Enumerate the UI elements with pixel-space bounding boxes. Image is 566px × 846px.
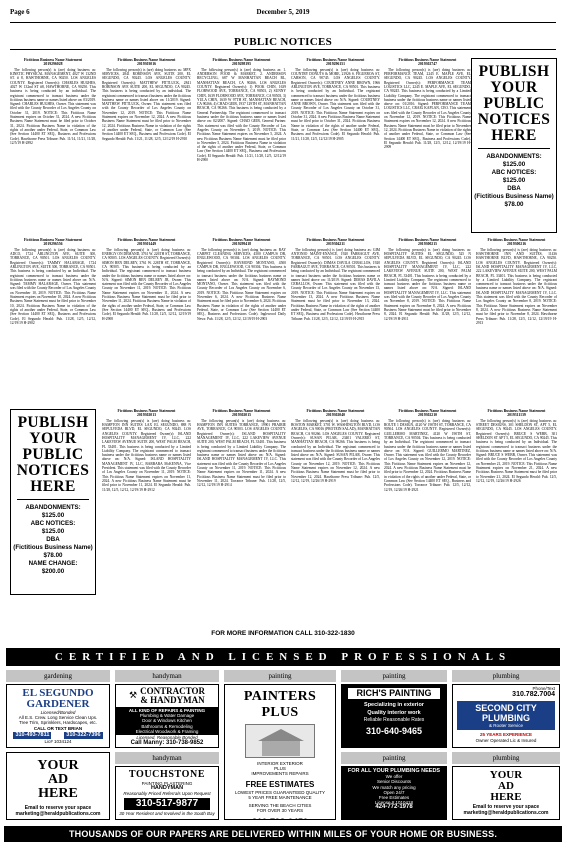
notice-body: The following person(s) is (are) doing business as: ENERGY ON DEMAND, 3761 W. 226TH ST, TORRANCE, CA 90505. LOS ANGELES COUNTY. Registered Owner(s): SIMON BEN DELREY, 3761 W. 226TH ST, TORRANCE, CA 90505. This business is being conducted by an Individual. The registrant commenced to transact business under the fictitious business name or names listed above on: N/A. Signed: SIMON BEN DELREY JR, Owner. This statement was filed with the County Recorder of Los Angeles County on November 11, 2019. NOTICE: This Fictitious Name Statement expires on November 11, 2024. A new Fictitious Business Name Statement must be filed prior to November 11, 2024. Fictitious Business Name in violation of the rights of another under Federal, State, or Common Law (See Section 14400 ET SEQ., Business and Professions Code). El Segundo Herald: Pub. 11/28, 12/5, 12/12, 12/19/19 H-2908: [102, 247, 191, 321]
notice-number: 2019302040: [326, 413, 345, 418]
ad-text: Quality interior work: [367, 710, 421, 716]
notice-number: 2019296028: [43, 62, 63, 67]
notice-number: 2019299418: [232, 242, 251, 247]
notice-heading: Fictitious Business Name Statement: [24, 58, 82, 62]
ad-name: & HANDYMAN: [140, 695, 205, 705]
public-notice: [384, 238, 471, 408]
notice-body: The following person(s) is (are) doing business as: KINETIC PHYSICAL MANAGEMENT, 4027 W 132ND ST. # 8, HAWTHORNE, CA 90250. LOS ANGELES COUNTY. Registered Owner(s): CHARLES HUGHES, 4027 W 132nd ST #8, HAWTHORNE, CA 90250. This business is being conducted by an individual. The registrant commenced to transact business under the fictitious business name or names listed above on: 03/2019. Signed: CHARLES HUGHES, Owner. This statement was filed with the County Recorder of Los Angeles County on October 31, 2019. NOTICE: This Fictitious Name Statement expires on October 31, 2024. A new Fictitious Business Name Statement must be filed prior to October 31, 2024. Fictitious Business Name in violation of the rights of another under Federal, State, or Common Law (See Section 14400 ET SEQ., Business and Professions Code). Hawthorne Press Tribune: Pub. 11/14, 11/21, 11/28, 12/5/19 H-2892: [10, 67, 96, 145]
publish-headline: [472, 59, 556, 144]
ad-text: Licensed, Reasonable Bonded: [136, 735, 198, 741]
page-header: [10, 8, 556, 20]
notice-body: The following person(s) is (are) doing business as: GIM ANTONIO MAINT-ENANCE, 1920 FARRAGUT AVE, TORRANCE, CA 90501. LOS ANGELES COUNTY. Registered Owner(s): DIMAS DAVILA CEBALLOS, 1920 FARRAGUT AVE, TORRANCE, CA 90501. This business is being conducted by an Individual. The registrant commenced to transact business under the fictitious business name or names listed above on: 11/2019. Signed: DIMAS DAVILA CEBALLOS, Owner. This statement was filed with the County Recorder of Los Angeles County on November 13, 2019. NOTICE: This Fictitious Name Statement expires on November 13, 2024. A new Fictitious Business Name Statement must be filed prior to November 13, 2024. Fictitious Business Name in violation of the rights of another under Federal, State, or Common Law (See Section 14400 ET SEQ., Business and Professions Code). Hawthorne Press Tribune: Pub. 11/28, 12/5, 12/12, 12/19/19 H-2915: [291, 247, 380, 321]
public-notice: [197, 238, 286, 403]
price-line: $78.00: [504, 201, 524, 208]
notice-body: The following person(s) is (are) doing business as: PERFORMANCE TEAM, 2245 E. MAPLE AVE, EL SEGUNDO, CA 90245. LOS ANGELES COUNTY. Registered Owner(s): PERFORMANCE TEAM LOGISTICS LLC, 2245 E. MAPLE AVE, EL SEGUNDO, CA 90245. This business is being conducted by a Limited Liability Company. The registrant commenced to transact business under the fictitious business name or names listed above on: 01/2016. Signed: PERFORMANCE TEAM LOGISTICS LLC, CRAIG KAPLAN, CEO. This statement was filed with the County Recorder of Los Angeles County on November 12, 2019. NOTICE: This Fictitious Name Statement expires on November 12, 2024. A new Fictitious Business Name Statement must be filed prior to November 12, 2024. Fictitious Business Name in violation of the rights of another under Federal, State, or Common Law (See Section 14400 ET SEQ., Business and Professions Code). El Segundo Herald: Pub. 11/28, 12/5, 12/12, 12/19/19 H-2909: [384, 67, 471, 150]
notice-heading: Fictitious Business Name Statement: [117, 238, 176, 242]
phone-number[interactable]: [225, 817, 335, 820]
category-label: painting: [341, 752, 447, 764]
email-link[interactable]: marketing@heraldpublications.com: [463, 810, 549, 816]
notice-heading: Fictitious Business Name Statement: [306, 409, 365, 413]
ad-text: FOR OVER 30 YEARS: [256, 808, 304, 814]
ad-text: Plumbing & Water Damage: [139, 713, 195, 719]
ad-text: Phone/Text: [532, 686, 555, 691]
ad-text: Bathrooms & Remodeling: [141, 723, 193, 729]
notice-body: The following person(s) is (are) doing business as: ROUTE 1 DESIGN, 4120 W 190TH ST, TORRANCE, CA 90504. LOS ANGELES COUNTY. Registered Owner(s): GUILLERMO MARTINEZ, 4120 W 190TH ST, TORRANCE, CA 90504. This business is being conducted by an Individual. The registrant commenced to transact business under the fictitious business name or names listed above on: N/A. Signed: GUILLERMO MARTINEZ, Owner. This statement was filed with the County Recorder of Los Angeles County on November 12, 2019. NOTICE: This Fictitious Name Statement expires on November 12, 2024. A new Fictitious Business Name Statement must be filed prior to November 12, 2024. Fictitious Business Name in violation of the rights of another under Federal, State, or Common Law (See Section 14400 ET SEQ., Business and Professions Code). Torrance Tribune: Pub. 12/5, 12/12, 12/19, 12/26/19 H-2921: [384, 418, 471, 492]
price-line: NAME CHANGE:: [28, 560, 78, 567]
headline-line: PUBLISH: [17, 414, 89, 431]
contractor-handyman-ad: [115, 684, 219, 748]
ad-text: PLUS: [274, 766, 286, 772]
plumbing-needs-ad: [341, 766, 447, 820]
headline-line: YOUR: [490, 79, 538, 96]
ad-text: CALL OR TEXT BRIAN: [33, 725, 83, 731]
notice-number: 2019303016: [137, 62, 156, 67]
ad-name: GARDENER: [26, 698, 90, 710]
richs-painting-ad: [341, 684, 447, 748]
ad-text: Tree Trim, Sprinklers, Hardscapes, etc.: [19, 720, 97, 726]
ad-text: SERVING THE BEACH CITIES: [248, 803, 312, 809]
notice-heading: Fictitious Business Name Statement: [487, 238, 546, 242]
price-line: $200.00: [41, 568, 65, 575]
footer-banner: THOUSANDS OF OUR PAPERS ARE DELIVERED WITHIN MILES OF YOUR HOME OR BUSINESS.: [4, 826, 562, 842]
notice-body: The following person(s) is (are) doing business as: HAMPTON INN SUITES TORRANCE, 19901 PRAIRIE AVE, TORRANCE, CA 90503. LOS ANGELES COUNTY. Registered Owner(s): ISLAND HOSPITALITY MANAGEMENT IV, LLC, 222 LAKEVIEW AVENUE SUITE 200, WEST PALM BEACH, FL 33401. This business is being conducted by a Limited Liability Company. The registrant commenced to transact business under the fictitious business name or names listed above on: N/A. Signed: ISLAND HOSPITALITY MANAGEMENT IV, LLC. This statement was filed with the County Recorder of Los Angeles County on November 11, 2019. NOTICE: This Fictitious Name Statement expires on November 11, 2024. A new Fictitious Business Name Statement must be filed prior to November 11, 2024. Torrance Tribune: Pub. 11/28, 12/5, 12/12, 12/19/19 H-2914: [197, 418, 286, 488]
notice-number: 2019296151: [326, 62, 345, 67]
price-line: (Fictitious Business Name): [474, 193, 554, 200]
ad-text: We offer: [385, 774, 403, 780]
headline-line: HERE: [490, 791, 522, 803]
public-notice: [291, 238, 380, 403]
ad-text: Open 24/7: [383, 789, 405, 795]
price-line: DBA: [507, 185, 521, 192]
headline-line: PUBLISH: [478, 63, 550, 80]
notice-heading: Fictitious Business Name Statement: [212, 238, 271, 242]
divider: [17, 499, 89, 500]
ad-name: RICH'S PAINTING: [348, 688, 440, 699]
notice-body: The following person(s) is (are) doing business as: BOSTON MARKET, 3701 W. WASHINGTON BLVD, LOS ANGELES, CA 90016 (PROTEIN SALAD), MANHATTAN BEACH, CA 90266. LOS ANGELES COUNTY. Registered Owner(s): SUSAN PILAR, 23401 VALERIO ST, MANHATTAN BEACH, CA 90266. This business is being conducted by an Individual. The registrant commenced to transact business under the fictitious business name or names listed above on: N/A. Signed: SUSAN PILAR, Owner. This statement was filed with the County Recorder of Los Angeles County on November 12, 2019. NOTICE: This Fictitious Name Statement expires on November 12, 2024. A new Fictitious Business Name Statement must be filed prior to November 12, 2024. Hawthorne Press Tribune: Pub. 12/5, 12/12, 12/19, 12/26/19 H-2919: [291, 418, 380, 483]
public-notice: [384, 58, 471, 230]
notice-body: The following person(s) is (are) doing business as: MPX SERVICES, 2841 ROBINSON AVE, SUITE 200, EL SEGUNDO, CA 90245. LOS ANGELES COUNTY. Registered Owner(s): MATTHEW PITTLUCK, 2841 ROBINSON AVE SUITE 200, EL SEGUNDO, CA 90245. This business is being conducted by an individual. The registrant commenced to transact business under the fictitious business name or names listed above on: 11/2019. Signed: MATTHEW PITTLUCK, Owner. This statement was filed with the County Recorder of Los Angeles County on November 12, 2019. NOTICE: This Fictitious Name Statement expires on November 12, 2024. A new Fictitious Business Name Statement must be filed prior to November 12, 2024. Fictitious Business Name in violation of the rights of another under Federal, State, or Common Law (See Section 14400 ET SEQ., Business and Professions Code). El Segundo Herald: Pub. 11/21, 11/28, 12/5, 12/12/19 H-2910: [102, 67, 191, 141]
headline-line: NOTICES: [16, 462, 90, 479]
phone-number[interactable]: 310-640-9465: [365, 726, 423, 736]
ad-text: Owner Operated Lic & Insured: [475, 737, 537, 743]
headline-line: YOUR: [489, 769, 523, 781]
price-line: $78.00: [43, 552, 63, 559]
notice-body: The following person(s) is (are) doing business as: HAWTHORNE INN AND SUITES, 11436 HAWTHORNE BLVD, HAWTHORNE, CA 90250. LOS ANGELES COUNTY. Registered Owner(s): ISLAND HOSPITALITY MANAGEMENT IV, LLC, 222 LAKEVIEW AVENUE SUITE 200, WEST PALM BEACH, FL 33401. This business is being conducted by a Limited Liability Company. The registrant commenced to transact business under the fictitious business name or names listed above on: N/A. Signed: ISLAND HOSPITALITY MANAGEMENT IV, LLC. This statement was filed with the County Recorder of Los Angeles County on November 8, 2019. NOTICE: This Fictitious Name Statement expires on November 8, 2024. A new Fictitious Business Name Statement must be filed prior to November 8, 2024. Hawthorne Press Tribune: Pub. 11/28, 12/5, 12/12, 12/19/19 H-2913: [476, 247, 557, 325]
reserve-text: Email to reserve your space: [472, 804, 540, 810]
notice-number: 2019302747: [418, 62, 437, 67]
phone-number[interactable]: 424-772-1978: [375, 804, 413, 811]
notice-number: 2019300215: [418, 242, 437, 247]
publish-notice-box-2: [10, 409, 96, 595]
ad-headline: FREE ESTIMATES: [245, 779, 315, 789]
ad-text: HANDYMAN: [150, 785, 184, 792]
house-icon: [245, 724, 315, 758]
more-info-line: FOR MORE INFORMATION CALL 310-322-1830: [211, 630, 355, 637]
public-notice: [10, 58, 96, 230]
notice-number: 2019302210: [418, 413, 437, 418]
price-line: $125.00: [41, 528, 65, 535]
publish-notice-box: [471, 58, 557, 233]
price-line: ABANDONMENTS:: [486, 153, 542, 160]
touchstone-ad: [115, 766, 219, 820]
notice-body: The following person(s) is (are) doing business as: HOSPITALITY SUITES EL SEGUNDO, 525 N SEPULVEDA BLVD, EL SEGUNDO, CA 90245. LOS ANGELES COUNTY. Registered Owner(s): ISLAND HOSPITALITY MANAGEMENT IV, LLC, 222 LAKEVIEW AVENUE SUITE 200, WEST PALM BEACH, FL 33401. This business is being conducted by a Limited Liability Company. The registrant commenced to transact business under the fictitious business name or names listed above on: N/A. Signed: ISLAND HOSPITALITY MANAGEMENT IV, LLC. This statement was filed with the County Recorder of Los Angeles County on November 8, 2019. NOTICE: This Fictitious Name Statement expires on November 8, 2024. A new Fictitious Business Name Statement must be filed prior to November 8, 2024. El Segundo Herald: Pub. 11/28, 12/5, 12/12, 12/19/19 H-2911: [384, 247, 471, 321]
ad-text: We match any pricing: [372, 784, 416, 790]
ad-text: Free Estimates: [378, 795, 410, 801]
ad-text: Licensed/Bonded: [40, 710, 76, 715]
ad-text: INTERIOR EXTERIOR: [257, 761, 303, 766]
license-number: Lic# 1034124: [44, 739, 72, 745]
license-number: License # 1010418: [374, 800, 414, 806]
your-ad-headline: [7, 753, 109, 801]
ad-name: TOUCHSTONE: [128, 769, 206, 780]
certified-banner: CERTIFIED AND LICENSED PROFESSIONALS: [6, 648, 560, 666]
phone-number[interactable]: Call Manny: 310-738-9852: [130, 740, 204, 747]
ad-name: SECOND CITY: [475, 703, 537, 714]
notice-number: 2019300216: [507, 242, 526, 247]
page-number: Page 6: [10, 8, 30, 16]
second-city-plumbing-ad: [452, 684, 560, 748]
notice-heading: Fictitious Business Name Statement: [306, 58, 365, 62]
headline-line: PUBLIC: [22, 446, 84, 463]
notice-heading: Fictitious Business Name Statement: [398, 409, 457, 413]
price-line: $125.00: [502, 177, 526, 184]
notice-heading: Fictitious Business Name Statement: [212, 58, 271, 62]
notice-heading: Fictitious Business Name Statement: [398, 238, 457, 242]
price-line: $125.00: [41, 512, 65, 519]
public-notice: [102, 238, 191, 403]
notice-number: 2019304211: [326, 242, 345, 247]
public-notice: [476, 238, 557, 408]
notice-number: 2019302013: [137, 413, 156, 418]
public-notice: [102, 58, 191, 230]
ad-text: 25 YEARS EXPERIENCE: [480, 732, 532, 738]
ad-text: & Rooter Service: [488, 723, 523, 729]
notice-heading: Fictitious Business Name Statement: [306, 238, 365, 242]
reserve-text: Email to reserve your space: [24, 805, 92, 811]
ad-text: 5 YEAR FREE MAINTENANCE: [248, 794, 312, 800]
notice-heading: Fictitious Business Name Statement: [398, 58, 457, 62]
headline-line: YOUR: [37, 758, 79, 773]
notice-heading: Fictitious Business Name Statement: [212, 409, 271, 413]
el-segundo-gardener-ad: [6, 684, 110, 748]
section-title: PUBLIC NOTICES: [233, 36, 333, 48]
price-line: $125.00: [502, 161, 526, 168]
phone-number[interactable]: 310-517-9877: [124, 798, 210, 810]
category-label: handyman: [115, 752, 219, 764]
notice-heading: Fictitious Business Name Statement: [24, 238, 82, 242]
painters-plus-ad: [224, 684, 336, 820]
public-notice: [102, 409, 191, 624]
price-line: ABANDONMENTS:: [25, 504, 81, 511]
headline-line: PUBLIC: [483, 95, 545, 112]
public-notice: [291, 409, 380, 624]
ad-text: All E.S. Crew. Long Service Clean Ups.: [18, 715, 98, 721]
notice-heading: Fictitious Business Name Statement: [487, 409, 546, 413]
ad-name: CONTRACTOR: [140, 686, 205, 696]
category-label: handyman: [115, 670, 219, 682]
notice-number: 2019311139: [507, 413, 526, 418]
ad-text: Reasonably Priced Referrals Upon Request: [123, 791, 211, 797]
title-rule: [10, 49, 556, 50]
issue-date: December 5, 2019: [256, 8, 310, 16]
your-ad-headline: [453, 767, 559, 803]
public-notice: [384, 409, 471, 624]
price-line: ABC NOTICES:: [30, 520, 76, 527]
price-line: DBA: [46, 536, 60, 543]
ad-text: PAINTING PLASTERING: [141, 781, 193, 786]
headline-line: NOTICES: [477, 111, 551, 128]
notice-body: The following person(s) is (are) doing business as: 1. ANDERSON FOOD & MARKET, 2. ANDERSON RECYCLING, 687 W MANHATTAN BEACH BL, MANHATTAN BEACH, CA 90266, LOS ANGELES COUNTY. Registered Owner(s): 1) POOK CHIN, 1639 FLORWOOD AVE, TORRANCE, CA 90503, 2) SUNNY CHIN, 1639 FLORWOOD AVE, TORRANCE, CA 90503, 3) YULA CHIN, 1639 W 97TH ST, MANHATTAN BEACH, CA 90266, 4) CHAD GEIB, 1937 129TH ST, MANHATTAN BEACH, CA 90266. This business is being conducted by a General Partnership. The registrant commenced to transact business under the fictitious business name or names listed above on: 02/2007. Signed: CHAD GEIB, General Partner. This statement was filed with the County Recorder of Los Angeles County on November 5, 2019. NOTICE: This Fictitious Name Statement expires on November 5, 2024. A new Fictitious Business Name Statement must be filed prior to November 5, 2024. Fictitious Business Name in violation of the rights of another under Federal, State, or Common Law (See Section 14400 ET SEQ., Business and Professions Code). El Segundo Herald: Pub. 11/21, 11/28, 12/5, 12/12/19 H-2900: [197, 67, 286, 163]
phone-number[interactable]: 310-322-7396: [66, 731, 101, 738]
category-label: plumbing: [452, 752, 560, 764]
headline-line: HERE: [491, 127, 537, 144]
headline-line: YOUR: [29, 430, 77, 447]
ad-text: Door & Windows Kitchen: [142, 718, 192, 724]
public-notice: [197, 58, 286, 230]
ad-text: IMPROVEMENTS REPAIRS: [251, 771, 309, 777]
ad-name: EL SEGUNDO: [22, 687, 94, 699]
public-notice: [10, 238, 96, 403]
your-ad-here-box-2[interactable]: [452, 766, 560, 820]
phone-number[interactable]: 310-493-7811: [15, 731, 50, 738]
category-label: gardening: [6, 670, 110, 682]
public-notice: [197, 409, 286, 624]
notice-heading: Fictitious Business Name Statement: [117, 58, 176, 62]
notice-number: 2019296556: [43, 242, 63, 247]
notice-number: 2019298195: [232, 62, 251, 67]
ad-headline: FOR ALL YOUR PLUMBING NEEDS: [347, 768, 441, 774]
your-ad-here-box[interactable]: [6, 752, 110, 820]
notice-body: The following person(s) is (are) doing business as: ADCO, 1724 ARLINGTON AVE, SUITE 300, TORRANCE, CA 90501. LOS ANGELES COUNTY. Registered Owner(s): TAMMY HALABAGE, 1724 ARLINGTON AVE, SUITE 300, TORRANCE, CA 90501. This business is being conducted by an Individual. The registrant commenced to transact business under the fictitious business name or names listed above on: N/A. Signed: TAMMY HALABAGE, Owner. This statement was filed with the County Recorder of Los Angeles County on November 10, 2019. NOTICE: This Fictitious Name Statement expires on November 10, 2024. A new Fictitious Business Name Statement must be filed prior to November 10, 2024. Fictitious Business Name in violation of the rights of another under Federal, State, or Common Law (See Section 14400 ET SEQ., Business and Professions Code). El Segundo Herald: Pub. 11/28, 12/5, 12/12, 12/19/19 H-2902: [10, 247, 96, 325]
ad-text: Specializing in exterior: [364, 702, 424, 708]
phone-number[interactable]: 310.782.7004: [512, 691, 555, 699]
ad-text: Reliable Reasonable Rates: [363, 717, 425, 723]
ad-text: LOWEST PRICES GUARANTEED QUALITY: [235, 789, 325, 795]
divider: [478, 148, 550, 149]
notice-number: 2019302015: [232, 413, 251, 418]
category-label: plumbing: [452, 670, 560, 682]
notice-heading: Fictitious Business Name Statement: [117, 409, 176, 413]
notice-number: 2019301449: [137, 242, 156, 247]
ad-name: PAINTERS PLUS: [243, 689, 317, 720]
publish-headline: [11, 410, 95, 495]
price-line: ABC NOTICES:: [491, 169, 537, 176]
ad-name: PLUMBING: [482, 713, 530, 724]
headline-line: HERE: [30, 478, 76, 495]
header-rule: [10, 22, 556, 23]
ad-text: 30 Year Resident and Involved in the South Bay: [119, 810, 215, 816]
notice-body: The following person(s) is (are) doing business as: HAMPTON INN SUITES LAX EL SEGUNDO, 888 N SEPULVEDA BLVD, EL SEGUNDO, CA 90245. LOS ANGELES COUNTY. Registered Owner(s): ISLAND HOSPITALITY MANAGEMENT IV, LLC, 222 LAKEVIEW AVENUE SUITE 200, WEST PALM BEACH, FL 33401. This business is being conducted by a Limited Liability Company. The registrant commenced to transact business under the fictitious business name or names listed above on: N/A. Signed: ISLAND HOSPITALITY MANAGEMENT IV, LLC, BARBARA McKENNA, Vice President. This statement was filed with the County Recorder of Los Angeles County on November 11, 2019. NOTICE: This Fictitious Name Statement expires on November 11, 2024. A new Fictitious Business Name Statement must be filed prior to November 11, 2024. El Segundo Herald: Pub. 11/28, 12/5, 12/12, 12/19/19 H-2912: [102, 418, 191, 492]
notice-body: The following person(s) is (are) doing business as: RAY CARPET CLEANING SERVICES, 4500 CAMPUS DR, ENGLEWOOD, CA 90304. LOS ANGELES COUNTY. Registered Owner(s): RAYMOND MONTANO, 4500 CAMPUS DR, ENGLEWOOD, CA 90304. This business is being conducted by an Individual. The registrant commenced to transact business under the fictitious business name or names listed above on: N/A. Signed: RAYMOND MONTANO, Owner. This statement was filed with the County Recorder of Los Angeles County on November 6, 2019. NOTICE: This Fictitious Name Statement expires on November 6, 2024. A new Fictitious Business Name Statement must be filed prior to November 6, 2024. Fictitious Business Name in violation of the rights of another under Federal, State, or Common Law (See Section 14400 ET SEQ., Business and Professions Code). Inglewood Daily News: Pub. 11/28, 12/5, 12/12, 12/19/19 H-2903: [197, 247, 286, 321]
price-line: (Fictitious Business Name): [13, 544, 93, 551]
hammer-icon: ⚒: [129, 690, 138, 701]
category-label: painting: [224, 670, 336, 682]
email-link[interactable]: marketing@heraldpublications.com: [15, 811, 101, 817]
public-notice: [476, 409, 557, 624]
ad-text: Electrical Woodwork & Framing: [135, 728, 199, 734]
public-notice: [291, 58, 380, 230]
notice-body: The following person(s) is (are) doing business as: COUNTRY DONUTS & MORE, 21926 S. FIGUEROA ST, CARSON, CA 90745. LOS ANGELES COUNTY. Registered Owner(s): COURTNEY ANNE BROWN, 1966 ARLINGTON AVE, TORRANCE, CA 90501. This business is being conducted by an Individual. The registrant commenced to transact business under the fictitious business name or names listed above on: N/A. Signed: COURTNEY ANNE BROWN, Owner. This statement was filed with the County Recorder of Los Angeles County on October 31, 2019. NOTICE: This Fictitious Name Statement expires on October 31, 2024. A new Fictitious Business Name Statement must be filed prior to October 31, 2024. Fictitious Business Name in violation of the rights of another under Federal, State, or Common Law (See Section 14400 ET SEQ., Business and Professions Code). El Segundo Herald: Pub. 11/21, 11/28, 12/5, 12/12/19 H-2905: [291, 67, 380, 141]
ad-text: Senior Discounts: [376, 779, 412, 785]
category-label: painting: [341, 670, 447, 682]
headline-line: AD: [47, 772, 69, 787]
notice-body: The following person(s) is (are) doing business as: STREET DESIGNS, 301 SHELDON ST, APT 5, EL SEGUNDO, CA 90245. LOS ANGELES COUNTY. Registered Owner(s): BRUCE S WEBB, 301 SHELDON ST APT 5, EL SEGUNDO, CA 90245. This business is being conducted by an Individual. The registrant commenced to transact business under the fictitious business name or names listed above on: N/A. Signed: BRUCE S WEBB, Owner. This statement was filed with the County Recorder of Los Angeles County on November 21, 2019. NOTICE: This Fictitious Name Statement expires on November 21, 2024. A new Fictitious Business Name Statement must be filed prior to November 21, 2024. El Segundo Herald: Pub. 12/5, 12/12, 12/19, 12/26/19 H-2926: [476, 418, 557, 483]
headline-line: HERE: [38, 786, 78, 801]
ad-text: ALL KIND OF REPAIRS & PAINTING: [128, 708, 206, 713]
headline-line: AD: [498, 780, 514, 792]
